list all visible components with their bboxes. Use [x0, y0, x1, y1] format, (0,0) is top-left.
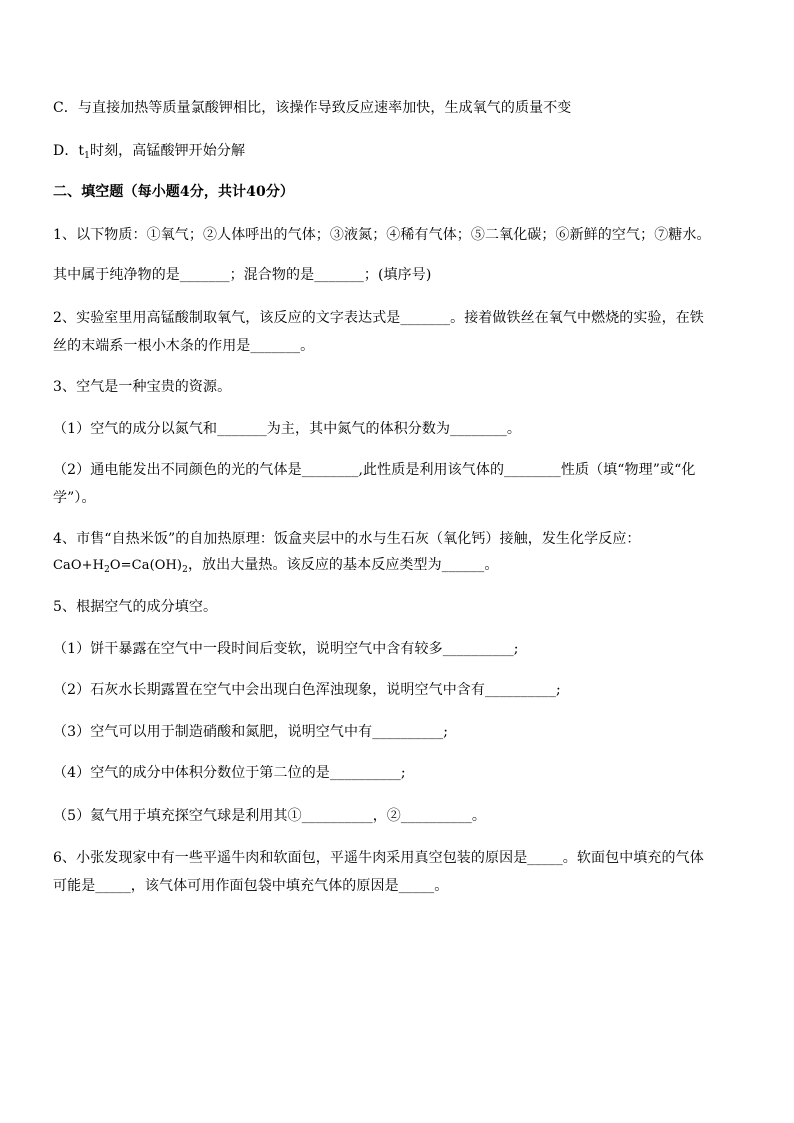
q3-part1: （1）空气的成分以氮气和_______为主，其中氮气的体积分数为________。: [53, 421, 522, 437]
q6-line2: 可能是_____，该气体可用作面包袋中填充气体的原因是_____。: [53, 878, 449, 894]
q4-formula-line: [53, 555, 753, 580]
q5-part3: （3）空气可以用于制造硝酸和氮肥，说明空气中有__________;: [53, 724, 449, 740]
q1-line2: 其中属于纯净物的是_______；混合物的是_______；(填序号): [53, 267, 432, 283]
q5-part4: （4）空气的成分中体积分数位于第二位的是__________;: [53, 765, 406, 781]
option-d: [53, 141, 753, 166]
option-d-prefix: D．t: [53, 143, 85, 159]
q5-part2: （2）石灰水长期露置在空气中会出现白色浑浊现象，说明空气中含有__________;: [53, 682, 561, 698]
q3-part2-line1: （2）通电能发出不同颜色的光的气体是________,此性质是利用该气体的________性质（填“物理”或“化: [53, 462, 696, 478]
option-d-suffix: 时刻，高锰酸钾开始分解: [89, 143, 246, 159]
q2-line2: 丝的末端系一根小木条的作用是_______。: [53, 338, 315, 354]
q4-formula-b-subscript: 2: [182, 565, 188, 575]
q5-part5: （5）氦气用于填充探空气球是利用其①__________，②__________。: [53, 808, 487, 824]
q4-line1: 4、市售“自热米饭”的自加热原理：饭盒夹层中的水与生石灰（氧化钙）接触，发生化学反应：: [53, 531, 641, 547]
q5-stem: 5、根据空气的成分填空。: [53, 599, 218, 615]
q6-line1: 6、小张发现家中有一些平遥牛肉和软面包，平遥牛肉采用真空包装的原因是_____。软面包中填充的气体: [53, 850, 704, 866]
q4-formula-c: ，放出大量热。该反应的基本反应类型为______。: [187, 557, 499, 573]
section-title: 二、填空题（每小题4分，共计40分）: [53, 184, 295, 200]
q4-formula-a-subscript: 2: [104, 565, 110, 575]
option-d-subscript: 1: [84, 151, 90, 161]
q4-formula-b: O=Ca(OH): [109, 558, 183, 573]
q4-formula-a: CaO+H: [53, 558, 105, 573]
q1-line1: 1、以下物质：①氧气；②人体呼出的气体；③液氮；④稀有气体；⑤二氧化碳；⑥新鲜的空气；⑦糖水。: [53, 227, 711, 243]
option-c: C．与直接加热等质量氯酸钾相比，该操作导致反应速率加快，生成氧气的质量不变: [53, 100, 572, 116]
q5-part1: （1）饼干暴露在空气中一段时间后变软，说明空气中含有较多__________;: [53, 641, 519, 657]
q2-line1: 2、实验室里用高锰酸制取氧气，该反应的文字表达式是_______。接着做铁丝在氧气中燃烧的实验，在铁: [53, 310, 704, 326]
q3-stem: 3、空气是一种宝贵的资源。: [53, 379, 232, 395]
q3-part2-line2: 学”）。: [53, 490, 96, 506]
